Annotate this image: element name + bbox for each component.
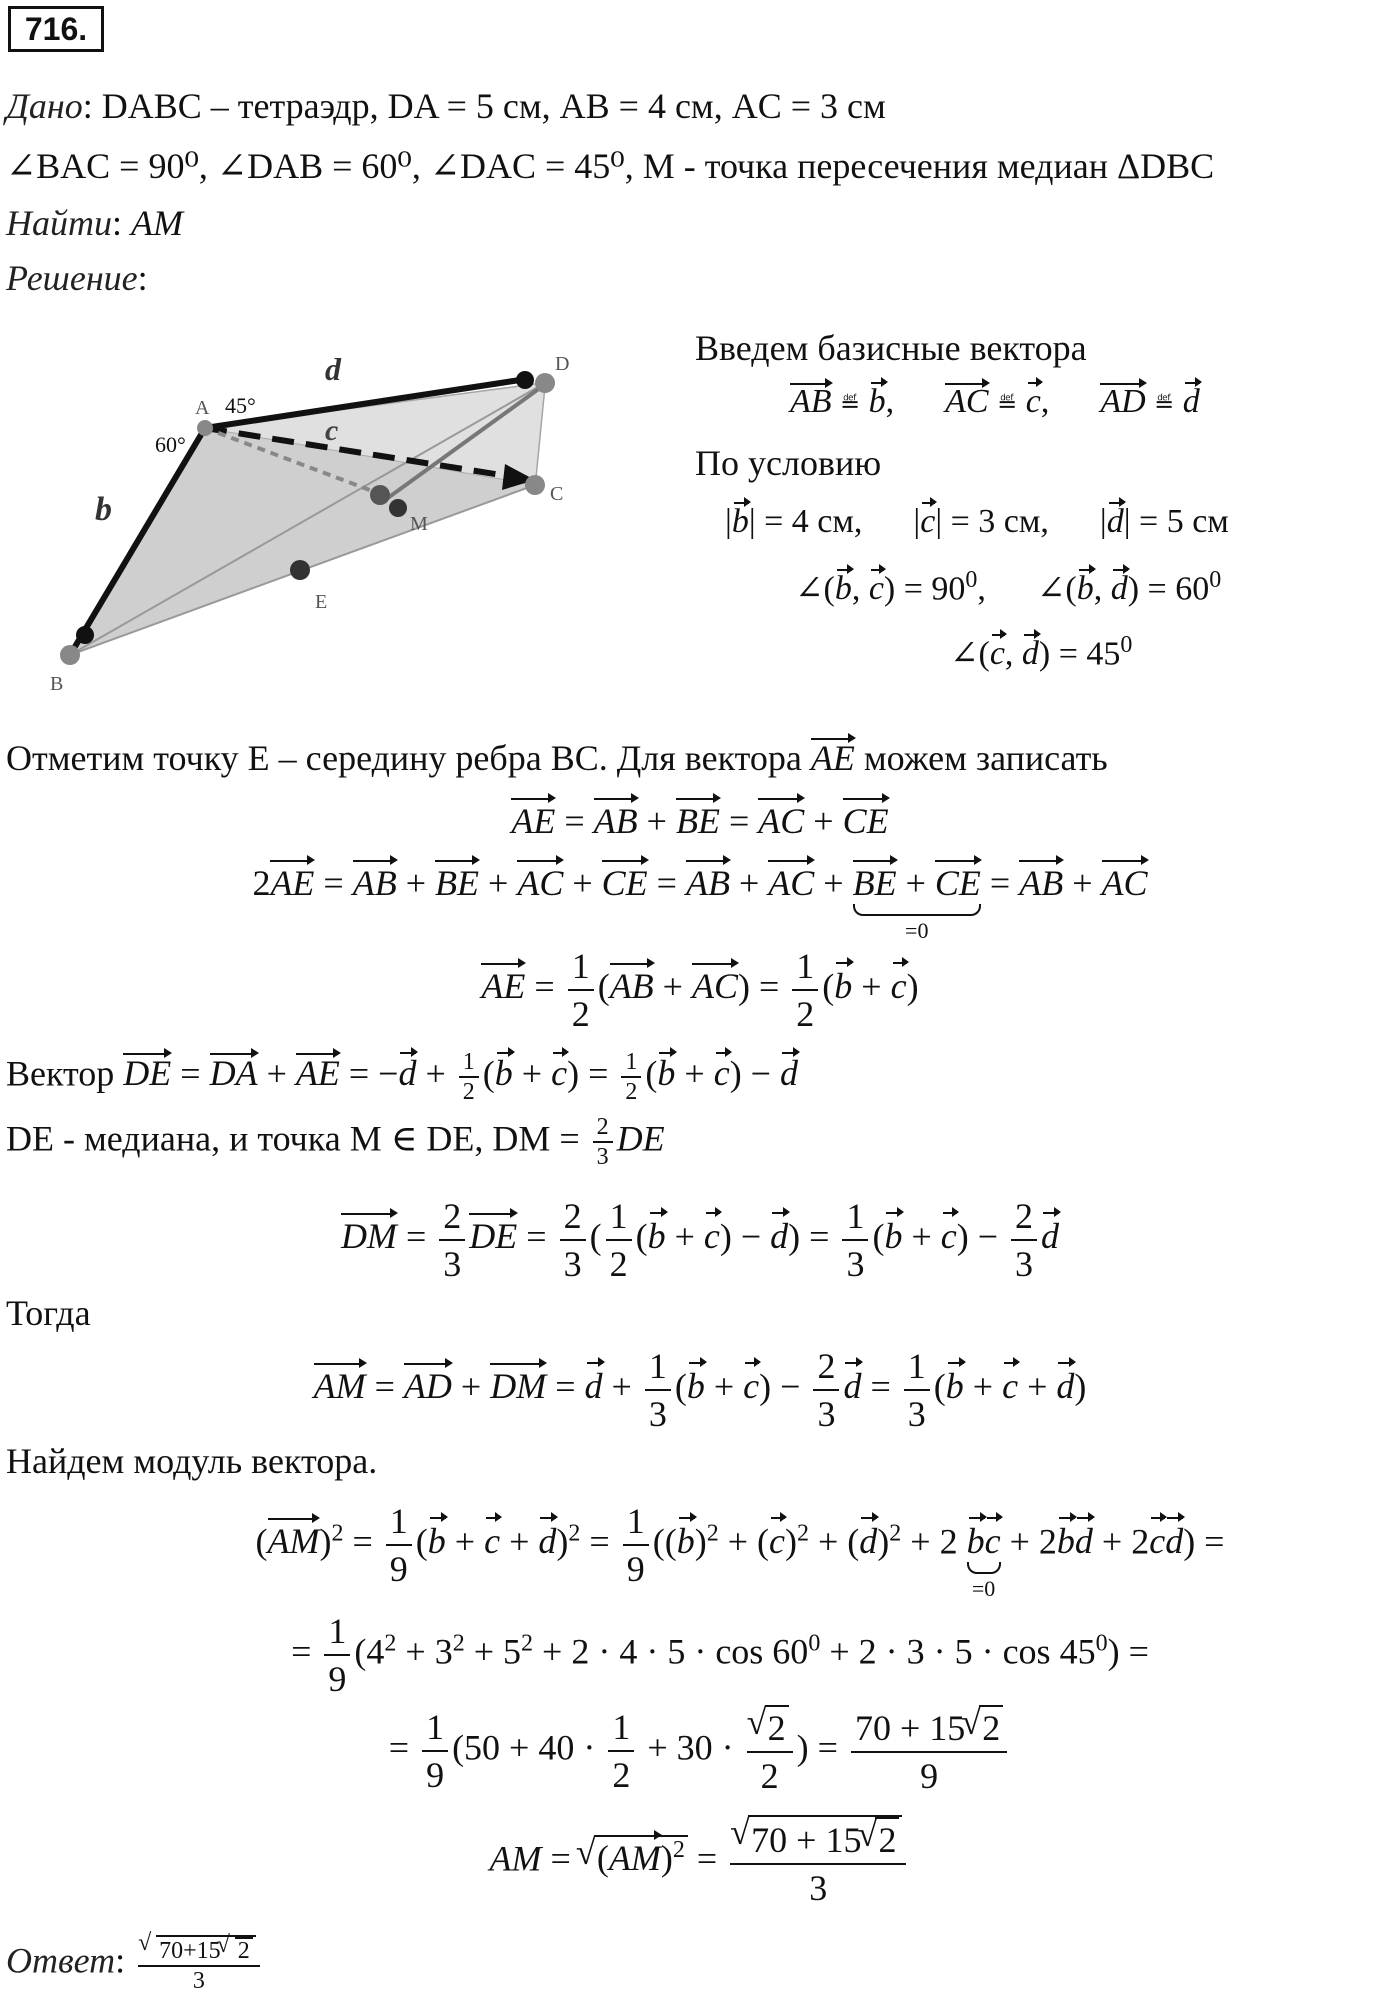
given-label: Дано bbox=[6, 86, 83, 126]
label-d: D bbox=[555, 353, 570, 375]
find-label: Найти bbox=[6, 203, 112, 243]
tetrahedron-diagram bbox=[20, 340, 580, 720]
eq-dm: DM = $\frac{2}{3}$ DE = $\frac{2}{3}$ ( $\frac{1}{2}$ (b + c) − d) = $\frac{1}{3}$ (b + c) − $\frac{2}{3}$ d bbox=[340, 1196, 1060, 1284]
problem-number: 716. bbox=[8, 6, 104, 52]
label-b: B bbox=[50, 673, 64, 695]
eq-simplify: = $\frac{1}{9}$ (50 + 40 · $\frac{1}{2}$ + 30 · √ $\frac{2}{2}$ ) = $\frac{70 + 15√ 2}{9}$ bbox=[0, 1705, 1400, 1797]
label-vector-c: c bbox=[325, 414, 339, 447]
eq-ae-3: AE = $\frac{1}{2}$ (AB + AC) = $\frac{1}{2}$ (b + c) bbox=[481, 946, 919, 1034]
mark-e-text: Отметим точку E – середину ребра BC. Для вектора bbox=[6, 738, 802, 778]
basis-intro: Введем базисные вектора bbox=[695, 328, 1087, 368]
eq-ae-2: 2AE = AB + BE + AC + CE = AB + AC + BE + CE =0 = AB + AC bbox=[252, 863, 1148, 943]
answer-line: Ответ: √ $\frac{70+15√ 2}{3}$ bbox=[6, 1935, 264, 1993]
condition-intro: По условию bbox=[695, 443, 882, 483]
mark-e-tail: можем записать bbox=[863, 738, 1108, 778]
solution-heading: Решение: bbox=[6, 258, 148, 298]
condition-angles-1: ∠(b, $c) = 90^0$, ∠(b, $d) = 60^0$ bbox=[795, 567, 1222, 608]
find-line: Найти: AM bbox=[6, 203, 183, 243]
label-m: M bbox=[410, 513, 428, 535]
given-line-2: ∠BAC = 90⁰, ∠DAB = 60⁰, ∠DAC = 45⁰, M - точка пересечения медиан ΔDBC bbox=[6, 146, 1215, 186]
basis-definitions: AB ≝ b, AC ≝ c, AD ≝ d bbox=[790, 383, 1200, 420]
eq-result: AM = √ (AM)$^2$ = √ $\frac{70 + 15√ 2}{3}$ bbox=[0, 1815, 1400, 1909]
solution-label: Решение bbox=[6, 258, 138, 298]
condition-angles-2: ∠(c, $d) = 45^0$ bbox=[950, 632, 1133, 673]
then-label: Тогда bbox=[6, 1293, 91, 1333]
eq-am-squared: (AM)$^2$ = $\frac{1}{9}$ $(b + c + d)^2$ = $\frac{1}{9}$ ($(b)^2 + (c)^2 + (d)^2 + 2$ bc =0 + 2bd + 2cd) = bbox=[255, 1501, 1225, 1602]
condition-lengths: |b| = 4 см, |c| = 3 см, |d| = 5 см bbox=[725, 503, 1229, 540]
vector-de-label: Вектор bbox=[6, 1053, 115, 1094]
median-text: DE - медиана, и точка M ∈ DE, DM = bbox=[6, 1118, 580, 1159]
find-module-text: Найдем модуль вектора. bbox=[6, 1441, 378, 1481]
label-c: C bbox=[550, 483, 564, 505]
label-vector-d: d bbox=[325, 351, 341, 387]
angle-60: 60° bbox=[155, 432, 186, 457]
given-line-1: Дано: DABC – тетраэдр, DA = 5 см, AB = 4 см, AC = 3 см bbox=[6, 86, 886, 126]
label-a: A bbox=[195, 397, 210, 419]
angle-45: 45° bbox=[225, 393, 256, 418]
label-vector-b: b bbox=[95, 491, 112, 528]
mark-e-line: Отметим точку E – середину ребра BC. Для вектора AE можем записать bbox=[6, 738, 1108, 778]
label-e: E bbox=[315, 591, 328, 613]
eq-de: Вектор DE = DA + AE = −d + $\frac{1}{2}$ (b + c) = $\frac{1}{2}$ (b + c) − d bbox=[6, 1049, 798, 1105]
eq-ae-1: AE = AB + BE = AC + CE bbox=[511, 801, 889, 841]
eq-am: AM = AD + DM = d + $\frac{1}{3}$ (b + c) − $\frac{2}{3}$ d = $\frac{1}{3}$ (b + c + d) bbox=[313, 1346, 1087, 1434]
find-value: AM bbox=[131, 203, 183, 243]
eq-expand: = $\frac{1}{9}$ $(4^2 + 3^2 + 5^2 + 2 \cdot 4 \cdot 5 \cdot \cos 60^0 + 2 \cdot 3 \cdot 5 \cdot \cos 45^0)$ = bbox=[291, 1611, 1149, 1699]
median-line: DE - медиана, и точка M ∈ DE, DM = $\frac{2}{3}$ DE bbox=[6, 1114, 665, 1170]
given-text-1: DABC – тетраэдр, DA = 5 см, AB = 4 см, AC = 3 см bbox=[101, 86, 886, 126]
answer-label: Ответ bbox=[6, 1940, 116, 1981]
